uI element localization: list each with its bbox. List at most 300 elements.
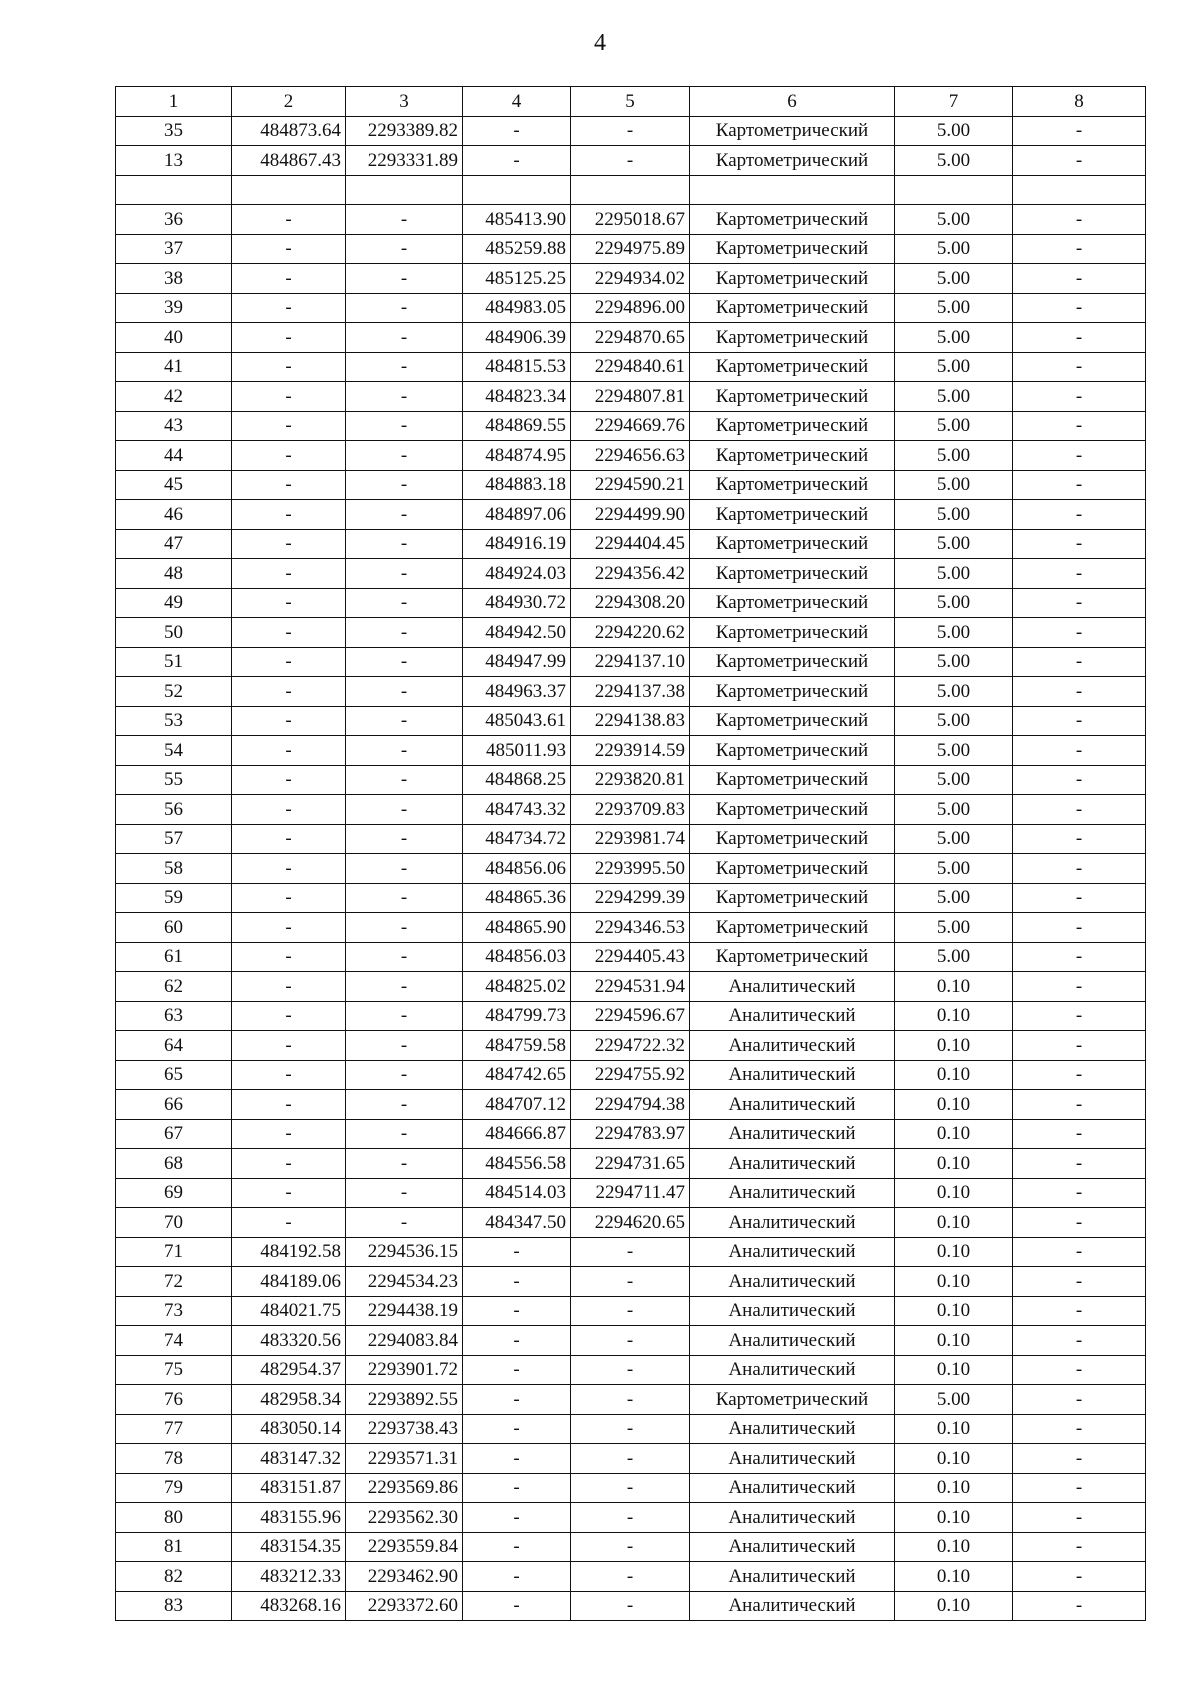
note-cell: - [1013, 441, 1146, 471]
y-new-cell: 2294137.10 [571, 647, 690, 677]
point-number-cell: 47 [116, 529, 232, 559]
y-new-cell: 2294755.92 [571, 1060, 690, 1090]
accuracy-cell: 0.10 [895, 1355, 1013, 1385]
note-cell: - [1013, 1208, 1146, 1238]
method-cell: Картометрический [690, 824, 895, 854]
accuracy-cell: 0.10 [895, 1503, 1013, 1533]
method-cell: Аналитический [690, 1031, 895, 1061]
y-new-cell: 2294299.39 [571, 883, 690, 913]
y-existing-cell: 2293569.86 [346, 1473, 463, 1503]
table-row [116, 1473, 1146, 1503]
header-cell: 2 [232, 87, 346, 117]
accuracy-cell: 5.00 [895, 264, 1013, 294]
accuracy-cell: 5.00 [895, 765, 1013, 795]
note-cell: - [1013, 647, 1146, 677]
header-cell: 5 [571, 87, 690, 117]
x-new-cell: 485413.90 [463, 205, 571, 235]
note-cell: - [1013, 529, 1146, 559]
point-number-cell: 43 [116, 411, 232, 441]
y-new-cell: 2294405.43 [571, 942, 690, 972]
y-existing-cell: 2293571.31 [346, 1444, 463, 1474]
table-header [116, 87, 1146, 117]
y-new-cell: 2293914.59 [571, 736, 690, 766]
method-cell: Картометрический [690, 411, 895, 441]
y-existing-cell: - [346, 470, 463, 500]
x-new-cell: - [463, 1296, 571, 1326]
table-row [116, 470, 1146, 500]
x-existing-cell: - [232, 500, 346, 530]
table-row [116, 765, 1146, 795]
table-row [116, 736, 1146, 766]
y-existing-cell: 2294536.15 [346, 1237, 463, 1267]
accuracy-cell: 0.10 [895, 1326, 1013, 1356]
point-number-cell: 65 [116, 1060, 232, 1090]
y-existing-cell: - [346, 913, 463, 943]
accuracy-cell: 5.00 [895, 736, 1013, 766]
x-new-cell: 484963.37 [463, 677, 571, 707]
point-number-cell: 69 [116, 1178, 232, 1208]
note-cell: - [1013, 1267, 1146, 1297]
point-number-cell: 67 [116, 1119, 232, 1149]
point-number-cell: 59 [116, 883, 232, 913]
note-cell: - [1013, 470, 1146, 500]
table-row [116, 1149, 1146, 1179]
table-row [116, 913, 1146, 943]
x-existing-cell: 484192.58 [232, 1237, 346, 1267]
method-cell: Аналитический [690, 1355, 895, 1385]
note-cell: - [1013, 1296, 1146, 1326]
note-cell: - [1013, 382, 1146, 412]
point-number-cell: 44 [116, 441, 232, 471]
x-existing-cell: 483268.16 [232, 1591, 346, 1621]
note-cell: - [1013, 883, 1146, 913]
y-new-cell [571, 175, 690, 205]
x-new-cell: - [463, 1562, 571, 1592]
note-cell: - [1013, 972, 1146, 1002]
accuracy-cell: 5.00 [895, 913, 1013, 943]
table-row [116, 1001, 1146, 1031]
method-cell: Картометрический [690, 618, 895, 648]
table-row [116, 972, 1146, 1002]
y-existing-cell: - [346, 1119, 463, 1149]
y-existing-cell: 2293892.55 [346, 1385, 463, 1415]
x-existing-cell: - [232, 352, 346, 382]
method-cell: Картометрический [690, 382, 895, 412]
table-row [116, 264, 1146, 294]
x-new-cell: 485011.93 [463, 736, 571, 766]
note-cell: - [1013, 736, 1146, 766]
y-new-cell: - [571, 1414, 690, 1444]
header-row [116, 87, 1146, 117]
x-existing-cell: 483320.56 [232, 1326, 346, 1356]
note-cell: - [1013, 1326, 1146, 1356]
y-existing-cell: 2294083.84 [346, 1326, 463, 1356]
x-new-cell: 484869.55 [463, 411, 571, 441]
method-cell: Картометрический [690, 146, 895, 176]
x-new-cell: 484856.03 [463, 942, 571, 972]
table-row [116, 942, 1146, 972]
accuracy-cell: 0.10 [895, 1090, 1013, 1120]
accuracy-cell: 0.10 [895, 972, 1013, 1002]
table-row [116, 1031, 1146, 1061]
x-new-cell: 484825.02 [463, 972, 571, 1002]
point-number-cell: 13 [116, 146, 232, 176]
y-new-cell: - [571, 1326, 690, 1356]
table-row [116, 1562, 1146, 1592]
accuracy-cell: 5.00 [895, 883, 1013, 913]
y-existing-cell: 2294438.19 [346, 1296, 463, 1326]
accuracy-cell: 0.10 [895, 1473, 1013, 1503]
accuracy-cell: 0.10 [895, 1119, 1013, 1149]
accuracy-cell: 0.10 [895, 1562, 1013, 1592]
note-cell: - [1013, 146, 1146, 176]
accuracy-cell: 5.00 [895, 618, 1013, 648]
x-new-cell: - [463, 1267, 571, 1297]
y-existing-cell: - [346, 205, 463, 235]
point-number-cell: 50 [116, 618, 232, 648]
table-row [116, 647, 1146, 677]
method-cell: Аналитический [690, 1267, 895, 1297]
x-existing-cell: - [232, 765, 346, 795]
note-cell: - [1013, 1119, 1146, 1149]
accuracy-cell: 5.00 [895, 677, 1013, 707]
y-new-cell: 2294711.47 [571, 1178, 690, 1208]
note-cell: - [1013, 1001, 1146, 1031]
x-existing-cell: - [232, 972, 346, 1002]
y-existing-cell: - [346, 824, 463, 854]
y-existing-cell: - [346, 854, 463, 884]
y-new-cell: 2293820.81 [571, 765, 690, 795]
y-new-cell: 2294722.32 [571, 1031, 690, 1061]
point-number-cell: 81 [116, 1532, 232, 1562]
y-new-cell: - [571, 146, 690, 176]
x-new-cell: 484983.05 [463, 293, 571, 323]
header-cell: 1 [116, 87, 232, 117]
x-new-cell: 484942.50 [463, 618, 571, 648]
y-new-cell: - [571, 1296, 690, 1326]
accuracy-cell: 5.00 [895, 293, 1013, 323]
accuracy-cell: 0.10 [895, 1149, 1013, 1179]
point-number-cell: 68 [116, 1149, 232, 1179]
method-cell: Аналитический [690, 1414, 895, 1444]
y-new-cell: 2294138.83 [571, 706, 690, 736]
x-new-cell: 484514.03 [463, 1178, 571, 1208]
table-row [116, 883, 1146, 913]
x-existing-cell: - [232, 618, 346, 648]
accuracy-cell: 5.00 [895, 411, 1013, 441]
y-new-cell: 2294590.21 [571, 470, 690, 500]
x-existing-cell: - [232, 1090, 346, 1120]
y-existing-cell: - [346, 1178, 463, 1208]
method-cell: Картометрический [690, 942, 895, 972]
header-cell: 7 [895, 87, 1013, 117]
y-new-cell: 2294308.20 [571, 588, 690, 618]
y-new-cell: 2294794.38 [571, 1090, 690, 1120]
method-cell: Картометрический [690, 883, 895, 913]
y-new-cell: 2294346.53 [571, 913, 690, 943]
note-cell: - [1013, 913, 1146, 943]
y-new-cell: - [571, 1355, 690, 1385]
note-cell: - [1013, 765, 1146, 795]
table-row [116, 411, 1146, 441]
x-existing-cell: 483155.96 [232, 1503, 346, 1533]
point-number-cell: 45 [116, 470, 232, 500]
accuracy-cell: 5.00 [895, 942, 1013, 972]
y-existing-cell: - [346, 765, 463, 795]
note-cell: - [1013, 352, 1146, 382]
method-cell: Аналитический [690, 1296, 895, 1326]
x-new-cell: 484759.58 [463, 1031, 571, 1061]
accuracy-cell: 5.00 [895, 559, 1013, 589]
accuracy-cell: 5.00 [895, 588, 1013, 618]
y-new-cell: - [571, 1562, 690, 1592]
accuracy-cell: 5.00 [895, 323, 1013, 353]
note-cell: - [1013, 116, 1146, 146]
y-existing-cell: - [346, 500, 463, 530]
table-row [116, 1532, 1146, 1562]
table-row [116, 618, 1146, 648]
y-existing-cell: - [346, 411, 463, 441]
point-number-cell: 64 [116, 1031, 232, 1061]
accuracy-cell: 5.00 [895, 382, 1013, 412]
method-cell: Аналитический [690, 972, 895, 1002]
x-existing-cell: 483212.33 [232, 1562, 346, 1592]
x-existing-cell [232, 175, 346, 205]
y-new-cell: - [571, 1591, 690, 1621]
y-existing-cell: - [346, 264, 463, 294]
note-cell: - [1013, 1473, 1146, 1503]
y-existing-cell: 2293462.90 [346, 1562, 463, 1592]
x-new-cell: 484883.18 [463, 470, 571, 500]
point-number-cell: 70 [116, 1208, 232, 1238]
x-existing-cell: - [232, 264, 346, 294]
y-new-cell: 2294137.38 [571, 677, 690, 707]
x-new-cell: - [463, 1532, 571, 1562]
note-cell: - [1013, 323, 1146, 353]
note-cell: - [1013, 1591, 1146, 1621]
method-cell: Аналитический [690, 1444, 895, 1474]
table-row [116, 1444, 1146, 1474]
y-new-cell: 2293981.74 [571, 824, 690, 854]
point-number-cell: 71 [116, 1237, 232, 1267]
x-existing-cell: 482958.34 [232, 1385, 346, 1415]
accuracy-cell: 5.00 [895, 1385, 1013, 1415]
point-number-cell: 74 [116, 1326, 232, 1356]
x-existing-cell: 483050.14 [232, 1414, 346, 1444]
y-existing-cell: 2293559.84 [346, 1532, 463, 1562]
note-cell: - [1013, 1562, 1146, 1592]
accuracy-cell: 5.00 [895, 824, 1013, 854]
y-existing-cell: - [346, 942, 463, 972]
x-new-cell: 484930.72 [463, 588, 571, 618]
point-number-cell: 75 [116, 1355, 232, 1385]
note-cell: - [1013, 1090, 1146, 1120]
x-new-cell: - [463, 1444, 571, 1474]
table-row [116, 382, 1146, 412]
x-new-cell: - [463, 1591, 571, 1621]
x-existing-cell: - [232, 1119, 346, 1149]
y-existing-cell: - [346, 1149, 463, 1179]
point-number-cell: 52 [116, 677, 232, 707]
accuracy-cell: 0.10 [895, 1444, 1013, 1474]
x-existing-cell: - [232, 470, 346, 500]
header-cell: 3 [346, 87, 463, 117]
method-cell: Аналитический [690, 1326, 895, 1356]
page-number: 4 [594, 30, 606, 56]
x-existing-cell: - [232, 1178, 346, 1208]
x-existing-cell: 483151.87 [232, 1473, 346, 1503]
method-cell: Картометрический [690, 677, 895, 707]
table-row [116, 175, 1146, 205]
y-existing-cell: 2293901.72 [346, 1355, 463, 1385]
x-existing-cell: - [232, 854, 346, 884]
x-new-cell: 485043.61 [463, 706, 571, 736]
x-new-cell: 485259.88 [463, 234, 571, 264]
x-new-cell: 484666.87 [463, 1119, 571, 1149]
accuracy-cell: 0.10 [895, 1001, 1013, 1031]
header-cell: 4 [463, 87, 571, 117]
x-existing-cell: 482954.37 [232, 1355, 346, 1385]
method-cell: Картометрический [690, 293, 895, 323]
y-new-cell: - [571, 1532, 690, 1562]
point-number-cell: 77 [116, 1414, 232, 1444]
x-existing-cell: - [232, 205, 346, 235]
table-row [116, 1385, 1146, 1415]
y-existing-cell: - [346, 972, 463, 1002]
accuracy-cell: 5.00 [895, 529, 1013, 559]
header-cell: 6 [690, 87, 895, 117]
accuracy-cell: 5.00 [895, 205, 1013, 235]
accuracy-cell: 0.10 [895, 1237, 1013, 1267]
x-existing-cell: - [232, 234, 346, 264]
accuracy-cell: 5.00 [895, 146, 1013, 176]
accuracy-cell: 5.00 [895, 116, 1013, 146]
y-new-cell: 2294620.65 [571, 1208, 690, 1238]
x-new-cell: 484707.12 [463, 1090, 571, 1120]
method-cell: Аналитический [690, 1149, 895, 1179]
x-existing-cell: - [232, 588, 346, 618]
y-new-cell: - [571, 1237, 690, 1267]
table-row [116, 352, 1146, 382]
method-cell [690, 175, 895, 205]
table-row [116, 795, 1146, 825]
table-row [116, 1237, 1146, 1267]
method-cell: Картометрический [690, 441, 895, 471]
x-new-cell: 484868.25 [463, 765, 571, 795]
method-cell: Картометрический [690, 647, 895, 677]
x-new-cell: 484742.65 [463, 1060, 571, 1090]
y-existing-cell: 2293389.82 [346, 116, 463, 146]
method-cell: Аналитический [690, 1001, 895, 1031]
method-cell: Картометрический [690, 529, 895, 559]
point-number-cell: 80 [116, 1503, 232, 1533]
point-number-cell: 58 [116, 854, 232, 884]
table-row [116, 1119, 1146, 1149]
point-number-cell: 46 [116, 500, 232, 530]
y-existing-cell: - [346, 1031, 463, 1061]
table-row [116, 1414, 1146, 1444]
table-row [116, 677, 1146, 707]
y-existing-cell: - [346, 588, 463, 618]
point-number-cell: 42 [116, 382, 232, 412]
note-cell: - [1013, 1503, 1146, 1533]
x-existing-cell: - [232, 1208, 346, 1238]
y-new-cell: 2293709.83 [571, 795, 690, 825]
x-existing-cell: - [232, 441, 346, 471]
y-new-cell: 2294934.02 [571, 264, 690, 294]
x-new-cell [463, 175, 571, 205]
point-number-cell: 78 [116, 1444, 232, 1474]
x-new-cell: 484865.36 [463, 883, 571, 913]
accuracy-cell: 5.00 [895, 234, 1013, 264]
y-existing-cell: - [346, 883, 463, 913]
y-existing-cell: - [346, 677, 463, 707]
x-new-cell: 484897.06 [463, 500, 571, 530]
note-cell: - [1013, 411, 1146, 441]
point-number-cell [116, 175, 232, 205]
y-existing-cell: - [346, 1208, 463, 1238]
x-new-cell: 484743.32 [463, 795, 571, 825]
point-number-cell: 35 [116, 116, 232, 146]
x-new-cell: 484347.50 [463, 1208, 571, 1238]
y-new-cell: 2293995.50 [571, 854, 690, 884]
x-existing-cell: - [232, 824, 346, 854]
table-body [116, 116, 1146, 1621]
y-existing-cell: 2293372.60 [346, 1591, 463, 1621]
method-cell: Картометрический [690, 352, 895, 382]
table-row [116, 1267, 1146, 1297]
note-cell: - [1013, 234, 1146, 264]
method-cell: Картометрический [690, 854, 895, 884]
note-cell: - [1013, 559, 1146, 589]
point-number-cell: 49 [116, 588, 232, 618]
note-cell: - [1013, 854, 1146, 884]
y-new-cell: 2294731.65 [571, 1149, 690, 1179]
method-cell: Картометрический [690, 470, 895, 500]
table-row [116, 529, 1146, 559]
accuracy-cell: 5.00 [895, 441, 1013, 471]
table-row [116, 1090, 1146, 1120]
table-row [116, 1326, 1146, 1356]
table-row [116, 323, 1146, 353]
y-new-cell: 2294531.94 [571, 972, 690, 1002]
coordinates-table [115, 86, 1146, 1621]
y-new-cell: 2294596.67 [571, 1001, 690, 1031]
y-new-cell: - [571, 1385, 690, 1415]
method-cell: Картометрический [690, 323, 895, 353]
y-existing-cell: 2293331.89 [346, 146, 463, 176]
x-existing-cell: - [232, 647, 346, 677]
x-existing-cell: - [232, 913, 346, 943]
x-new-cell: - [463, 1326, 571, 1356]
x-existing-cell: - [232, 293, 346, 323]
table-row [116, 1503, 1146, 1533]
point-number-cell: 54 [116, 736, 232, 766]
method-cell: Аналитический [690, 1503, 895, 1533]
table-row [116, 1296, 1146, 1326]
point-number-cell: 40 [116, 323, 232, 353]
accuracy-cell: 0.10 [895, 1414, 1013, 1444]
y-existing-cell: - [346, 1090, 463, 1120]
point-number-cell: 79 [116, 1473, 232, 1503]
note-cell: - [1013, 1532, 1146, 1562]
x-existing-cell: 484189.06 [232, 1267, 346, 1297]
y-new-cell: 2294783.97 [571, 1119, 690, 1149]
table-row [116, 1060, 1146, 1090]
method-cell: Аналитический [690, 1060, 895, 1090]
y-new-cell: 2294499.90 [571, 500, 690, 530]
x-new-cell: - [463, 116, 571, 146]
